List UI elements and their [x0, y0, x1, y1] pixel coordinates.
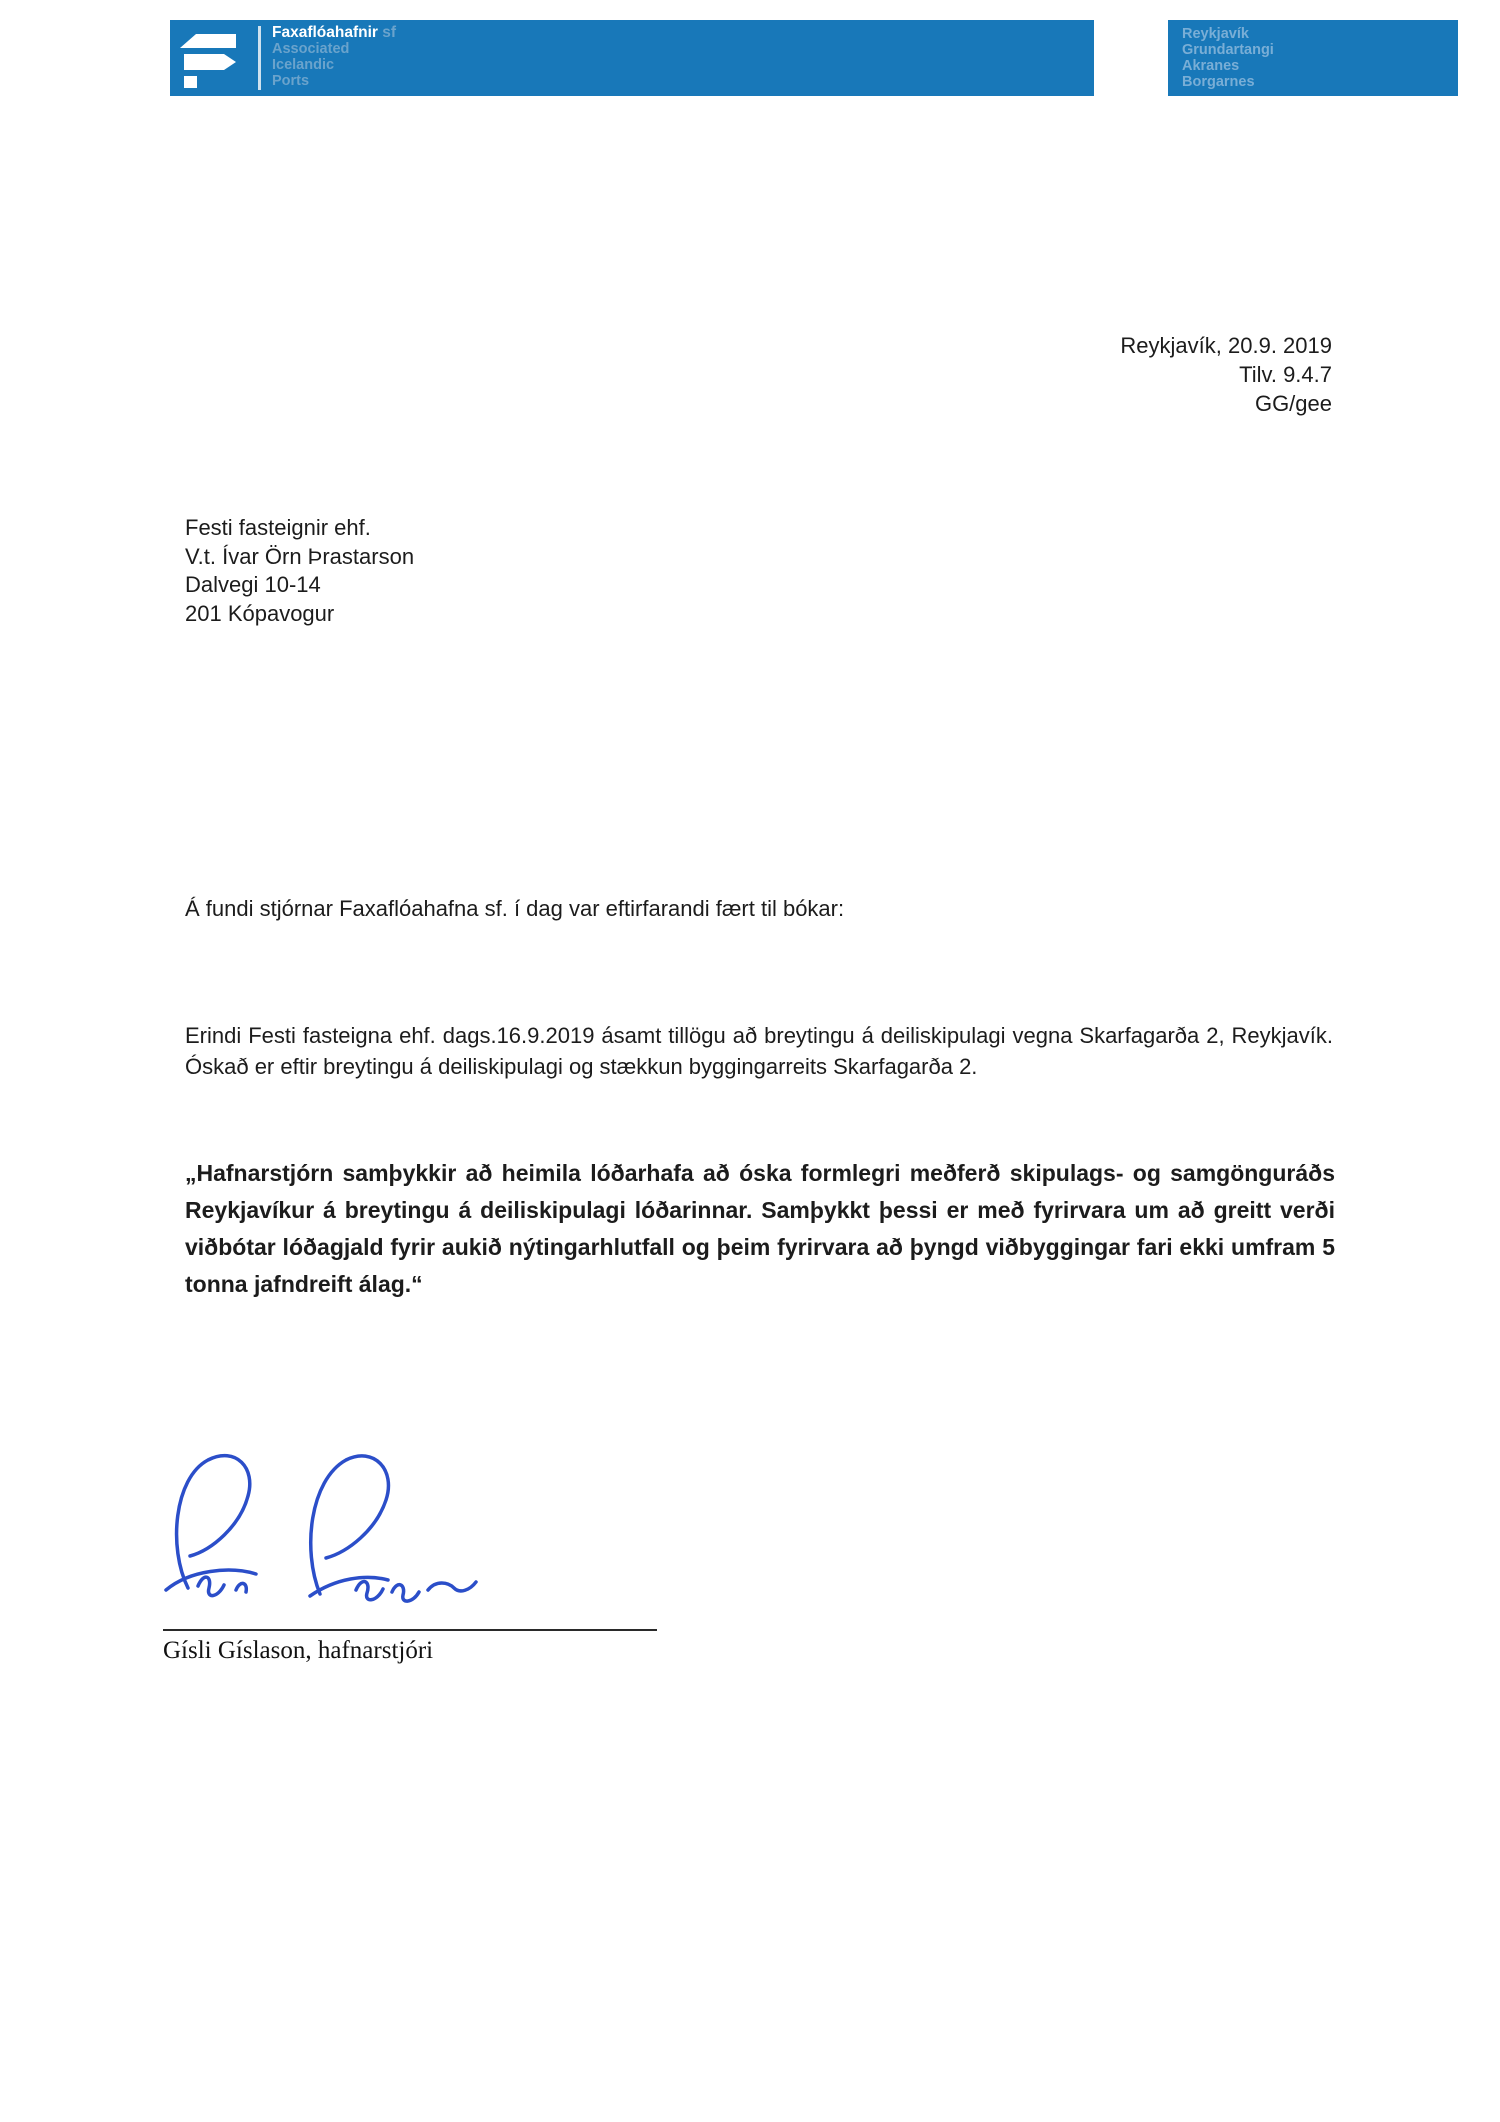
brand-band [170, 20, 1094, 96]
recipient-street: Dalvegi 10-14 [185, 572, 321, 597]
signer-name-title: Gísli Gíslason, hafnarstjóri [163, 1637, 434, 1664]
body-paragraph-1: Erindi Festi fasteigna ehf. dags.16.9.2019 ásamt tillögu að breytingu á deiliskipulagi vegna Skarfagarða 2, Reykjavík. Óskað er eftir breytingu á deiliskipulagi og stækkun byggingarreits Skarfagarða 2. [185, 1023, 1333, 1079]
brand-suffix: sf [382, 24, 397, 41]
meta-block [1120, 331, 1332, 418]
location-reykjavik: Reykjavík [1182, 26, 1249, 42]
recipient-company: Festi fasteignir ehf. [185, 515, 371, 540]
recipient-address [185, 514, 414, 628]
body-paragraph-2-resolution: „Hafnarstjórn samþykkir að heimila lóðarhafa að óska formlegri meðferð skipulags- og samgönguráðs Reykjavíkur á breytingu á deiliskipulagi lóðarinnar. Samþykkt þessi er með fyrirvara um að greitt verði viðbótar lóðagjald fyrir aukið nýtingarhlutfall og þeim fyrirvara að þyngd viðbyggingar fari ekki umfram 5 tonna jafndreift álag.“ [185, 1160, 1335, 1297]
ports-logo-icon [178, 28, 240, 90]
signature-image [160, 1438, 600, 1628]
location-akranes: Akranes [1182, 58, 1240, 74]
recipient-attention: V.t. Ívar Örn Þrastarson [185, 543, 415, 569]
location-borgarnes: Borgarnes [1182, 74, 1255, 90]
locations-box [1168, 20, 1458, 96]
author-initials: GG/gee [1254, 391, 1332, 416]
brand-subline-2: Icelandic [272, 57, 335, 73]
brand-subline-3: Ports [272, 73, 310, 89]
reference-number: Tilv. 9.4.7 [1239, 362, 1332, 387]
brand-text [272, 25, 396, 89]
place-date: Reykjavík, 20.9. 2019 [1120, 333, 1332, 358]
brand-name [272, 25, 396, 41]
signature-rule [163, 1629, 657, 1631]
recipient-city: 201 Kópavogur [185, 600, 335, 626]
brand-name-text: Faxaflóahafnir [272, 24, 378, 41]
logo-divider [258, 26, 261, 90]
letterhead [170, 20, 1458, 96]
intro-line: Á fundi stjórnar Faxaflóahafna sf. í dag var eftirfarandi fært til bókar: [185, 896, 845, 921]
brand-subline-1: Associated [272, 41, 350, 57]
location-grundartangi: Grundartangi [1182, 42, 1274, 58]
